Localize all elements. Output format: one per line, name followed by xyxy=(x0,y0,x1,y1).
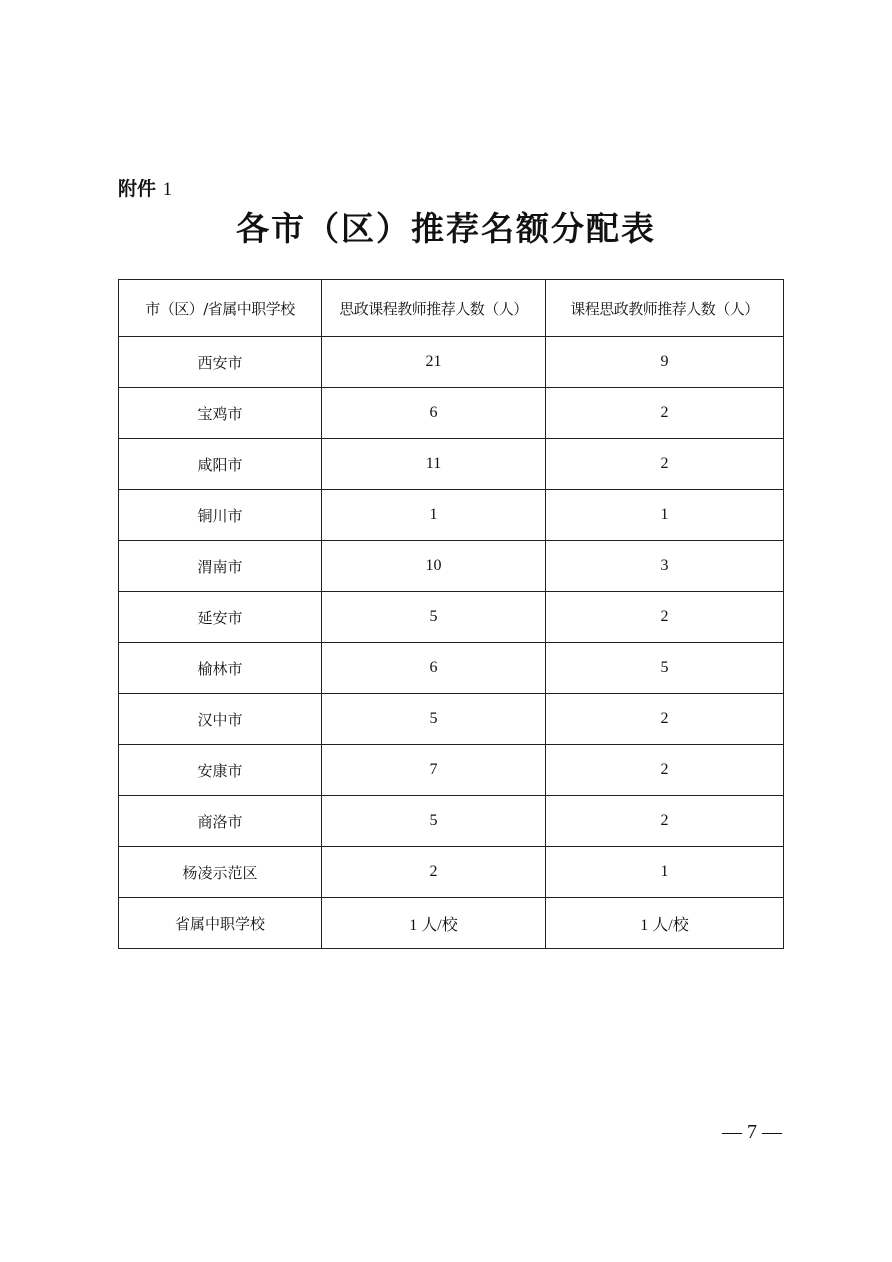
ideological-count-cell: 5 xyxy=(322,796,546,847)
ideological-count-cell: 5 xyxy=(322,592,546,643)
ideological-count-cell: 6 xyxy=(322,388,546,439)
table-header-row xyxy=(119,280,784,337)
attachment-number: 1 xyxy=(162,179,173,200)
curriculum-count-cell: 2 xyxy=(546,694,784,745)
curriculum-count-cell: 2 xyxy=(546,796,784,847)
region-cell: 安康市 xyxy=(119,745,322,796)
ideological-count-cell: 7 xyxy=(322,745,546,796)
attachment-text: 附件 xyxy=(118,178,157,200)
ideological-count-cell: 1 人/校 xyxy=(322,898,546,949)
curriculum-count-cell: 9 xyxy=(546,337,784,388)
ideological-count-cell: 10 xyxy=(322,541,546,592)
region-cell: 省属中职学校 xyxy=(119,898,322,949)
ideological-count-cell: 1 xyxy=(322,490,546,541)
table-row xyxy=(119,898,784,949)
table-row xyxy=(119,439,784,490)
curriculum-count-cell: 2 xyxy=(546,439,784,490)
curriculum-count-cell: 5 xyxy=(546,643,784,694)
region-cell: 西安市 xyxy=(119,337,322,388)
curriculum-count-cell: 3 xyxy=(546,541,784,592)
ideological-count-cell: 6 xyxy=(322,643,546,694)
ideological-count-cell: 5 xyxy=(322,694,546,745)
page-number: — 7 — xyxy=(722,1121,782,1143)
curriculum-count-cell: 1 人/校 xyxy=(546,898,784,949)
header-region: 市（区）/省属中职学校 xyxy=(119,280,322,337)
ideological-count-cell: 21 xyxy=(322,337,546,388)
curriculum-count-cell: 2 xyxy=(546,592,784,643)
table-row xyxy=(119,337,784,388)
region-cell: 杨凌示范区 xyxy=(119,847,322,898)
region-cell: 延安市 xyxy=(119,592,322,643)
curriculum-count-cell: 1 xyxy=(546,490,784,541)
region-cell: 咸阳市 xyxy=(119,439,322,490)
table-row xyxy=(119,694,784,745)
table-body xyxy=(119,337,784,949)
region-cell: 汉中市 xyxy=(119,694,322,745)
ideological-count-cell: 11 xyxy=(322,439,546,490)
curriculum-count-cell: 1 xyxy=(546,847,784,898)
curriculum-count-cell: 2 xyxy=(546,745,784,796)
table-row xyxy=(119,796,784,847)
region-cell: 榆林市 xyxy=(119,643,322,694)
ideological-count-cell: 2 xyxy=(322,847,546,898)
table-row xyxy=(119,592,784,643)
header-ideological-teachers: 思政课程教师推荐人数（人） xyxy=(322,280,546,337)
table-row xyxy=(119,388,784,439)
region-cell: 铜川市 xyxy=(119,490,322,541)
region-cell: 宝鸡市 xyxy=(119,388,322,439)
attachment-label xyxy=(118,174,172,201)
region-cell: 商洛市 xyxy=(119,796,322,847)
table-row xyxy=(119,490,784,541)
quota-table xyxy=(118,279,784,949)
document-title: 各市（区）推荐名额分配表 xyxy=(236,209,656,248)
table-row xyxy=(119,745,784,796)
table-row xyxy=(119,541,784,592)
region-cell: 渭南市 xyxy=(119,541,322,592)
header-curriculum-teachers: 课程思政教师推荐人数（人） xyxy=(546,280,784,337)
curriculum-count-cell: 2 xyxy=(546,388,784,439)
table-row xyxy=(119,643,784,694)
table-row xyxy=(119,847,784,898)
